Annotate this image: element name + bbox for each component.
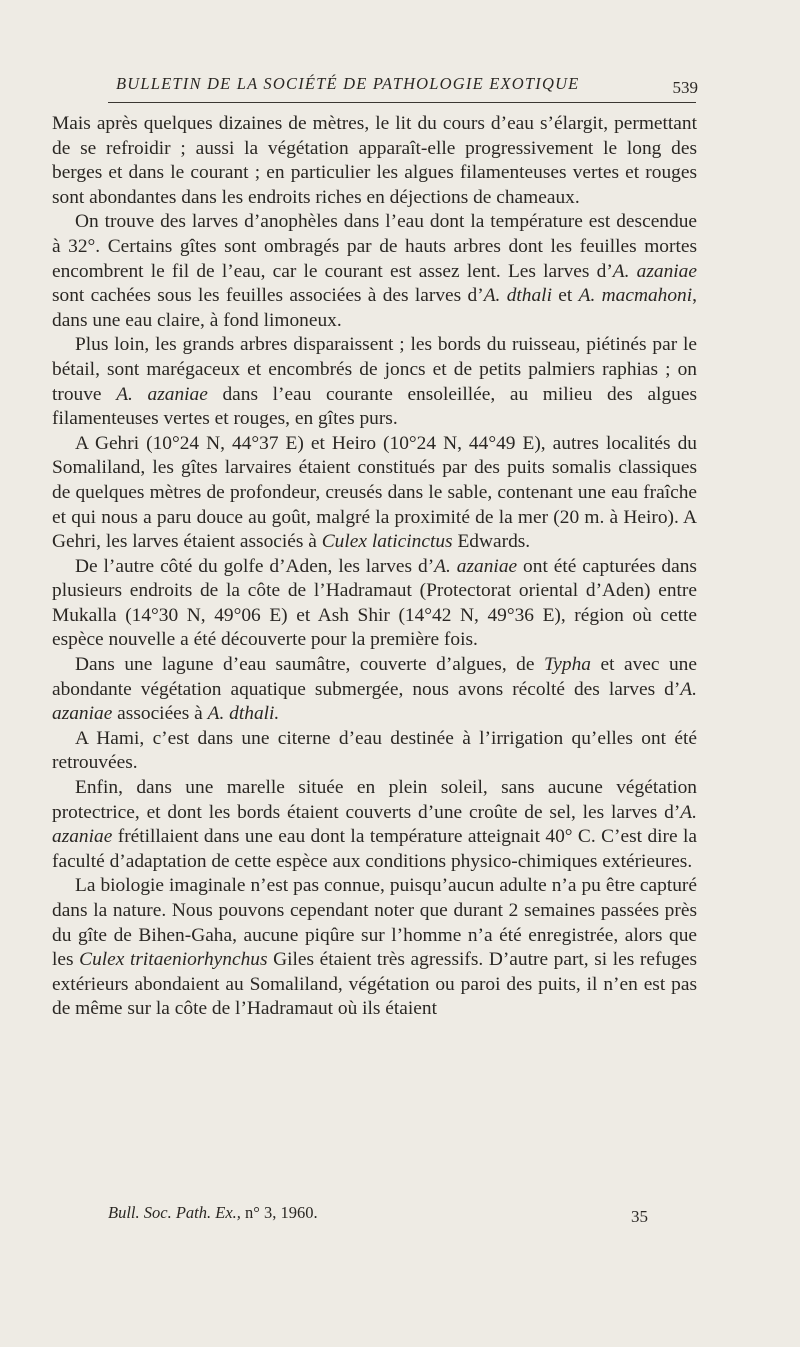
text-run: Giles étaient très agressifs. D’autre part, si les refuges extérieurs abondaient au Somaliland, végétation ou paroi des puits, il n’en est pas de même sur la côte de l’Hadramaut où ils étaient	[52, 949, 697, 1020]
text-run: A Gehri (10°24 N, 44°37 E) et Heiro (10°24 N, 44°49 E), autres localités du Somaliland, les gîtes larvaires étaient constitués par des puits somalis classiques de quelques mètres de profondeur, creusés dans le sable, contenant une eau fraîche et qui nous a paru douce au goût, malgré la proximité de la mer (20 m. à Heiro). A Gehri, les larves étaient associés à	[52, 432, 697, 553]
text-run: et avec une abondante végétation aquatique submergée, nous avons récolté des larves d’	[52, 654, 697, 700]
text-run: Edwards.	[452, 531, 531, 553]
body-text	[52, 112, 697, 1022]
paragraph	[52, 555, 697, 653]
text-run: Enfin, dans une marelle située en plein soleil, sans aucune végétation protectrice, et dont les bords étaient couverts d’une croûte de sel, les larves d’	[52, 777, 697, 823]
text-run: De l’autre côté du golfe d’Aden, les larves d’	[75, 555, 435, 577]
paragraph	[52, 776, 697, 874]
paragraph	[52, 333, 697, 431]
text-run: On trouve des larves d’anophèles dans l’eau dont la température est descendue à 32°. Certains gîtes sont ombragés par de hauts arbres dont les feuilles mortes encombrent le fil de l’eau, car le courant est assez lent. Les larves d’	[52, 211, 697, 282]
paragraph	[52, 112, 697, 210]
footer-citation	[108, 1203, 318, 1223]
text-run: frétillaient dans une eau dont la température atteignait 40° C. C’est dire la faculté d’adaptation de cette espèce aux conditions physico-chimiques extérieures.	[52, 826, 697, 872]
paragraph	[52, 210, 697, 333]
footer-journal: Bull. Soc. Path. Ex.,	[108, 1203, 241, 1222]
species-name: A. dthali	[483, 285, 552, 307]
text-run: Plus loin, les grands arbres disparaissent ; les bords du ruisseau, piétinés par le bétail, sont marégaceux et encombrés de joncs et de petits palmiers raphias ; on trouve	[52, 334, 697, 405]
running-header	[108, 70, 698, 100]
signature-mark: 35	[631, 1207, 648, 1226]
text-run: A Hami, c’est dans une citerne d’eau destinée à l’irrigation qu’elles ont été retrouvées.	[52, 727, 697, 774]
species-name: A. azaniae	[116, 383, 208, 405]
species-name: A. azaniae	[52, 678, 697, 725]
text-run: associées à	[112, 703, 208, 725]
page-number: 539	[672, 78, 698, 97]
page-footer	[108, 1203, 648, 1231]
species-name: A. azaniae	[612, 260, 697, 282]
species-name: A. azaniae	[52, 801, 697, 848]
text-run: et	[551, 285, 579, 307]
text-run: Mais après quelques dizaines de mètres, le lit du cours d’eau s’élargit, permettant de se refroidir ; aussi la végétation apparaît-elle progressivement le long des berges et dans le courant ; en particulier les algues filamenteuses vertes et rouges sont abondantes dans les endroits riches en déjections de chameaux.	[52, 113, 697, 208]
running-title: BULLETIN DE LA SOCIÉTÉ DE PATHOLOGIE EXOTIQUE	[116, 74, 580, 93]
species-name: Culex laticinctus	[321, 531, 453, 553]
header-rule	[108, 102, 696, 103]
text-run: , dans une eau claire, à fond limoneux.	[52, 285, 697, 331]
text-run: dans l’eau courante ensoleillée, au milieu des algues filamenteuses vertes et rouges, en gîtes purs.	[52, 383, 697, 430]
footer-issue: n° 3, 1960.	[240, 1203, 318, 1222]
text-run: ont été capturées dans plusieurs endroits de la côte de l’Hadramaut (Protectorat oriental d’Aden) entre Mukalla (14°30 N, 49°06 E) et Ash Shir (14°42 N, 49°36 E), région où cette espèce nouvelle a été découverte pour la première fois.	[52, 555, 697, 651]
species-name: Typha	[543, 654, 591, 676]
paragraph	[52, 727, 697, 776]
paragraph	[52, 874, 697, 1022]
species-name: A. azaniae	[434, 555, 518, 577]
text-run: sont cachées sous les feuilles associées à des larves d’	[52, 285, 484, 307]
paragraph	[52, 653, 697, 727]
species-name: A. dthali.	[207, 703, 280, 725]
species-name: A. macmahoni	[578, 285, 693, 307]
paragraph	[52, 432, 697, 555]
text-run: Dans une lagune d’eau saumâtre, couverte d’algues, de	[75, 654, 544, 676]
text-run: La biologie imaginale n’est pas connue, puisqu’aucun adulte n’a pu être capturé dans la nature. Nous pouvons cependant noter que durant 2 semaines passées près du gîte de Bihen-Gaha, aucune piqûre sur l’homme n’a été enregistrée, alors que les	[52, 875, 697, 971]
species-name: Culex tritaeniorhynchus	[79, 949, 268, 971]
